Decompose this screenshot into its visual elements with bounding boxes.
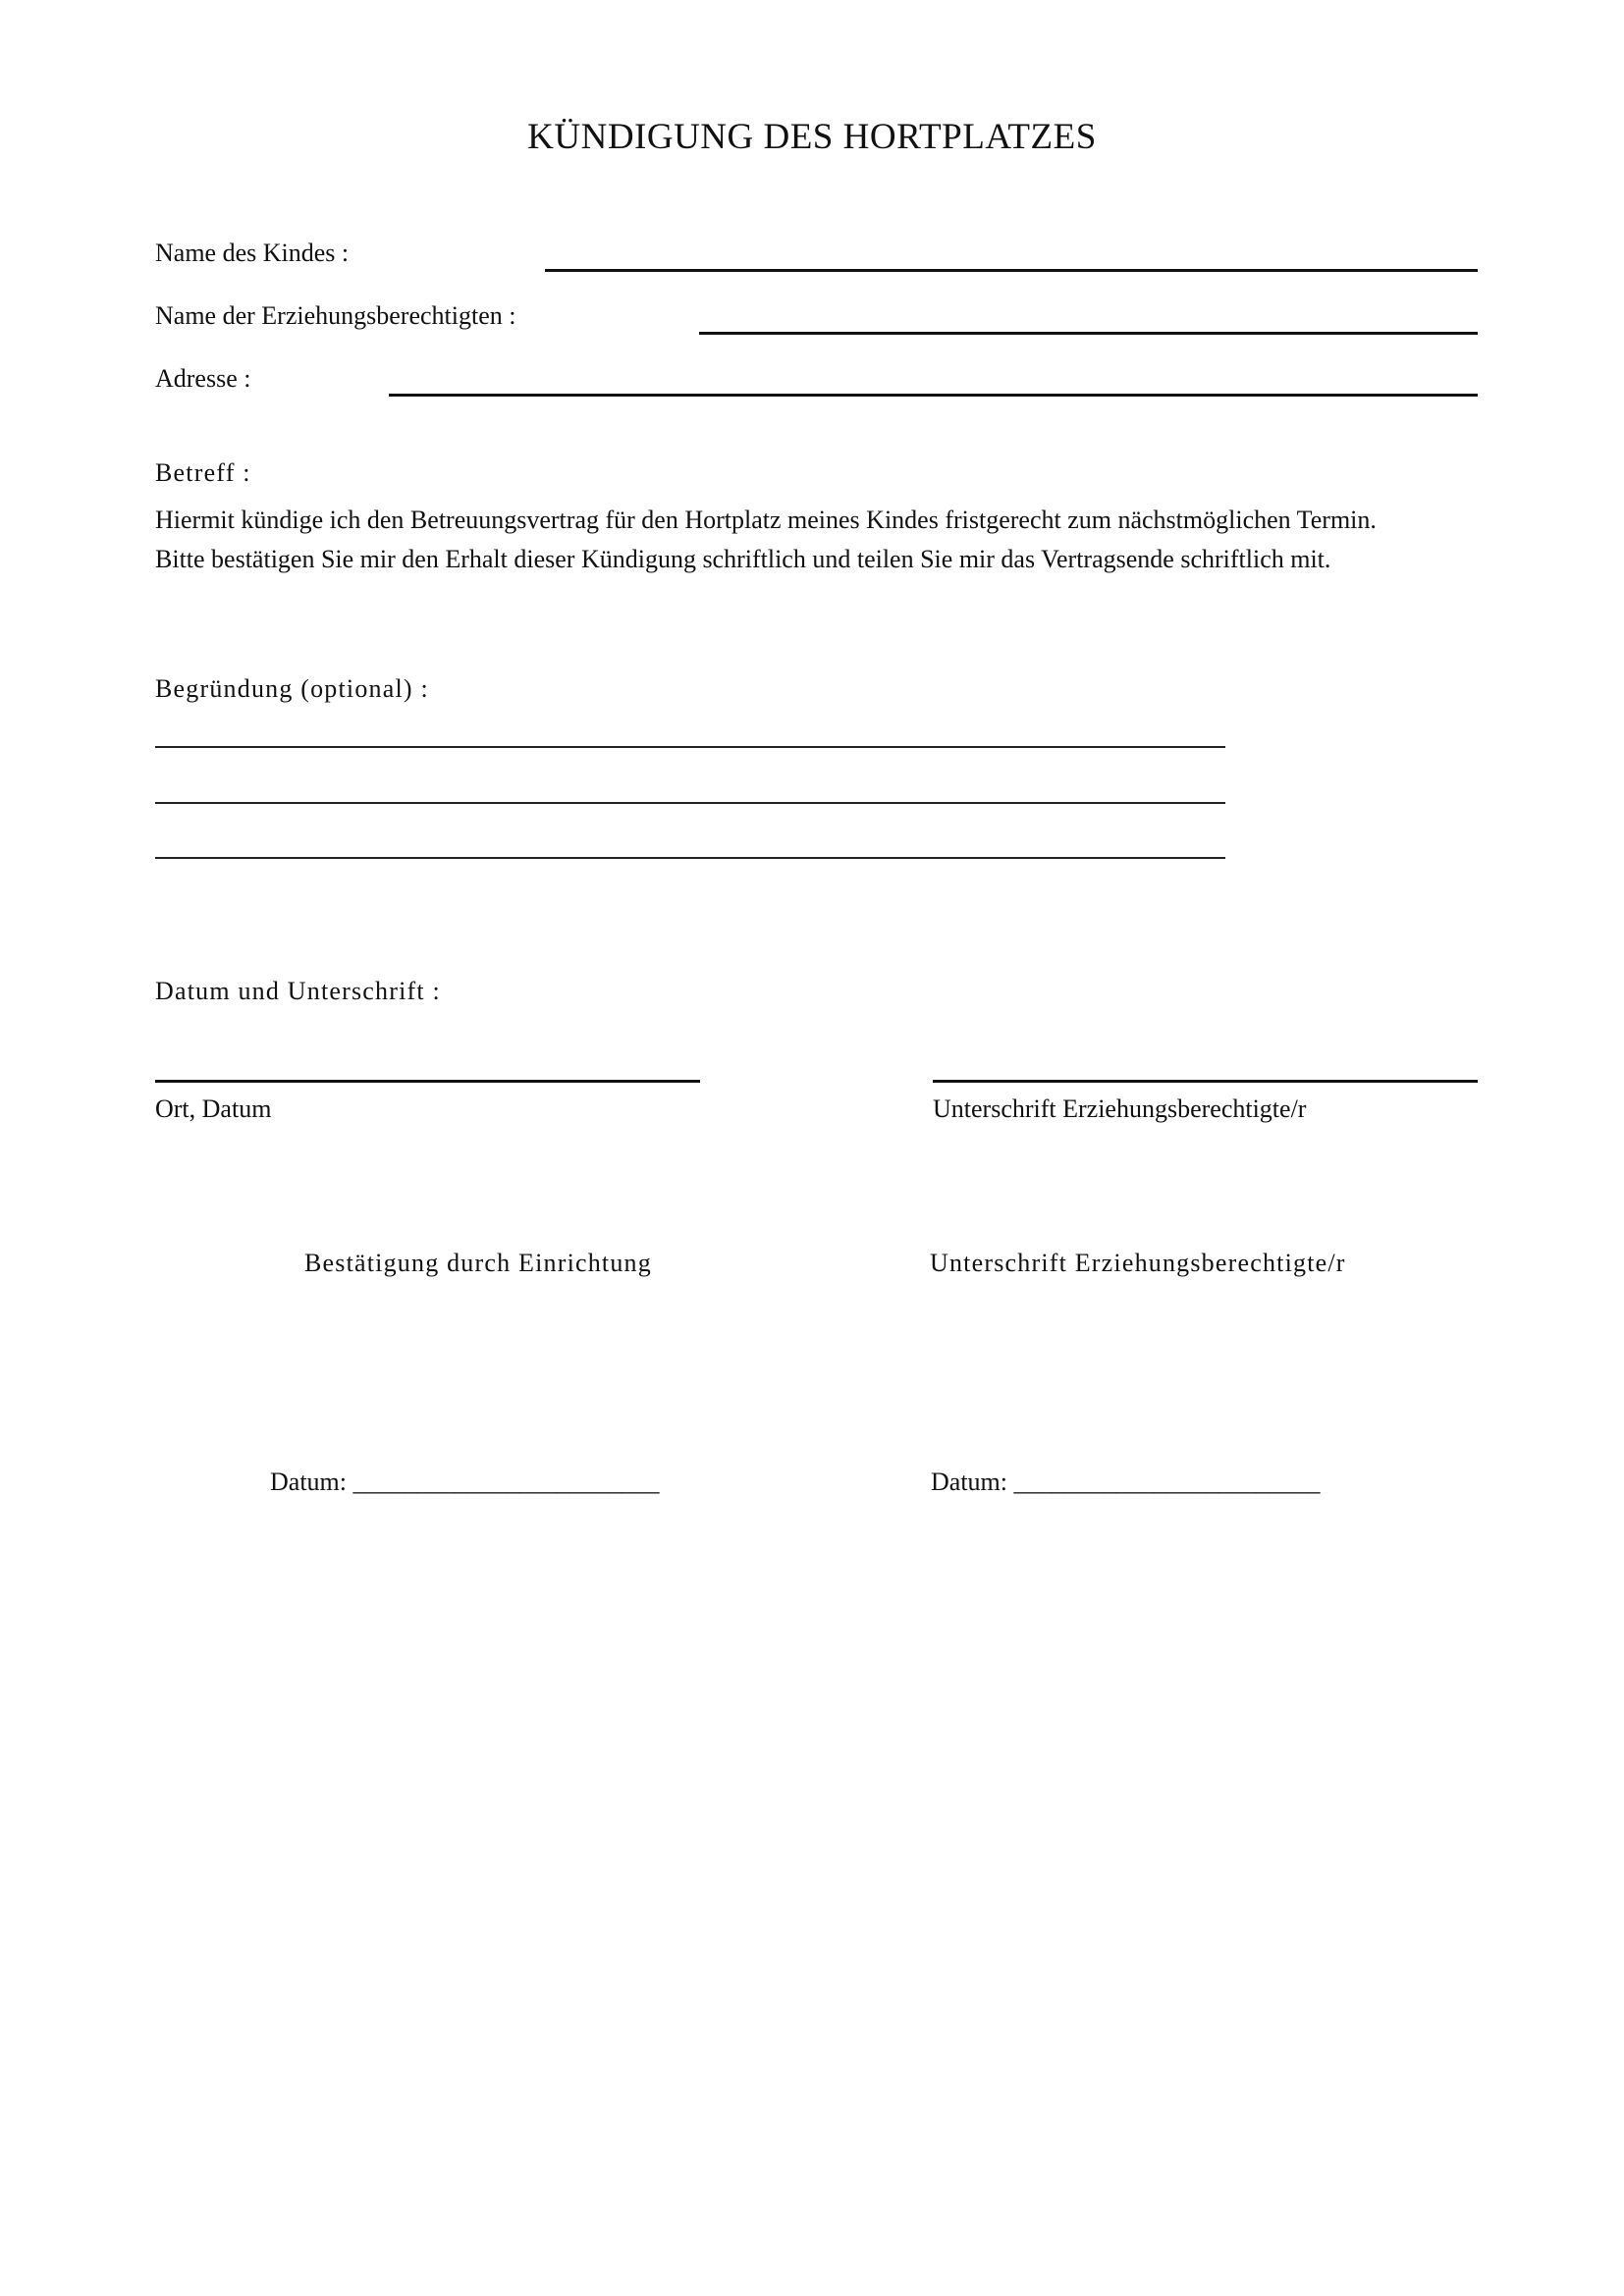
- subject-text-line-1: Hiermit kündige ich den Betreuungsvertrag für den Hortplatz meines Kindes fristgerecht zum nächstmöglichen Termin.: [155, 506, 1377, 534]
- reason-label: Begründung (optional) :: [155, 674, 429, 703]
- guardian-date-field[interactable]: Datum: ________________________: [931, 1468, 1321, 1496]
- guardians-name-label: Name der Erziehungsberechtigten :: [155, 301, 516, 330]
- child-name-label: Name des Kindes :: [155, 239, 350, 267]
- child-name-field[interactable]: [545, 269, 1478, 272]
- guardian-signature-field[interactable]: [933, 1080, 1478, 1083]
- guardians-name-field[interactable]: [699, 332, 1478, 335]
- place-date-caption: Ort, Datum: [155, 1095, 272, 1123]
- subject-text-line-2: Bitte bestätigen Sie mir den Erhalt dieser Kündigung schriftlich und teilen Sie mir das Vertragsende schriftlich mit.: [155, 545, 1331, 573]
- address-label: Adresse :: [155, 364, 251, 393]
- reason-line-3[interactable]: [155, 857, 1225, 859]
- address-field[interactable]: [389, 394, 1478, 397]
- facility-confirmation-label: Bestätigung durch Einrichtung: [304, 1249, 652, 1277]
- reason-line-2[interactable]: [155, 802, 1225, 804]
- place-date-field[interactable]: [155, 1080, 700, 1083]
- reason-line-1[interactable]: [155, 746, 1225, 748]
- subject-label: Betreff :: [155, 458, 251, 487]
- signature-section-label: Datum und Unterschrift :: [155, 977, 441, 1005]
- confirmation-guardian-signature-label: Unterschrift Erziehungsberechtigte/r: [930, 1249, 1346, 1277]
- document-title: KÜNDIGUNG DES HORTPLATZES: [527, 117, 1097, 157]
- facility-date-field[interactable]: Datum: ________________________: [270, 1468, 660, 1496]
- guardian-signature-caption: Unterschrift Erziehungsberechtigte/r: [933, 1095, 1307, 1123]
